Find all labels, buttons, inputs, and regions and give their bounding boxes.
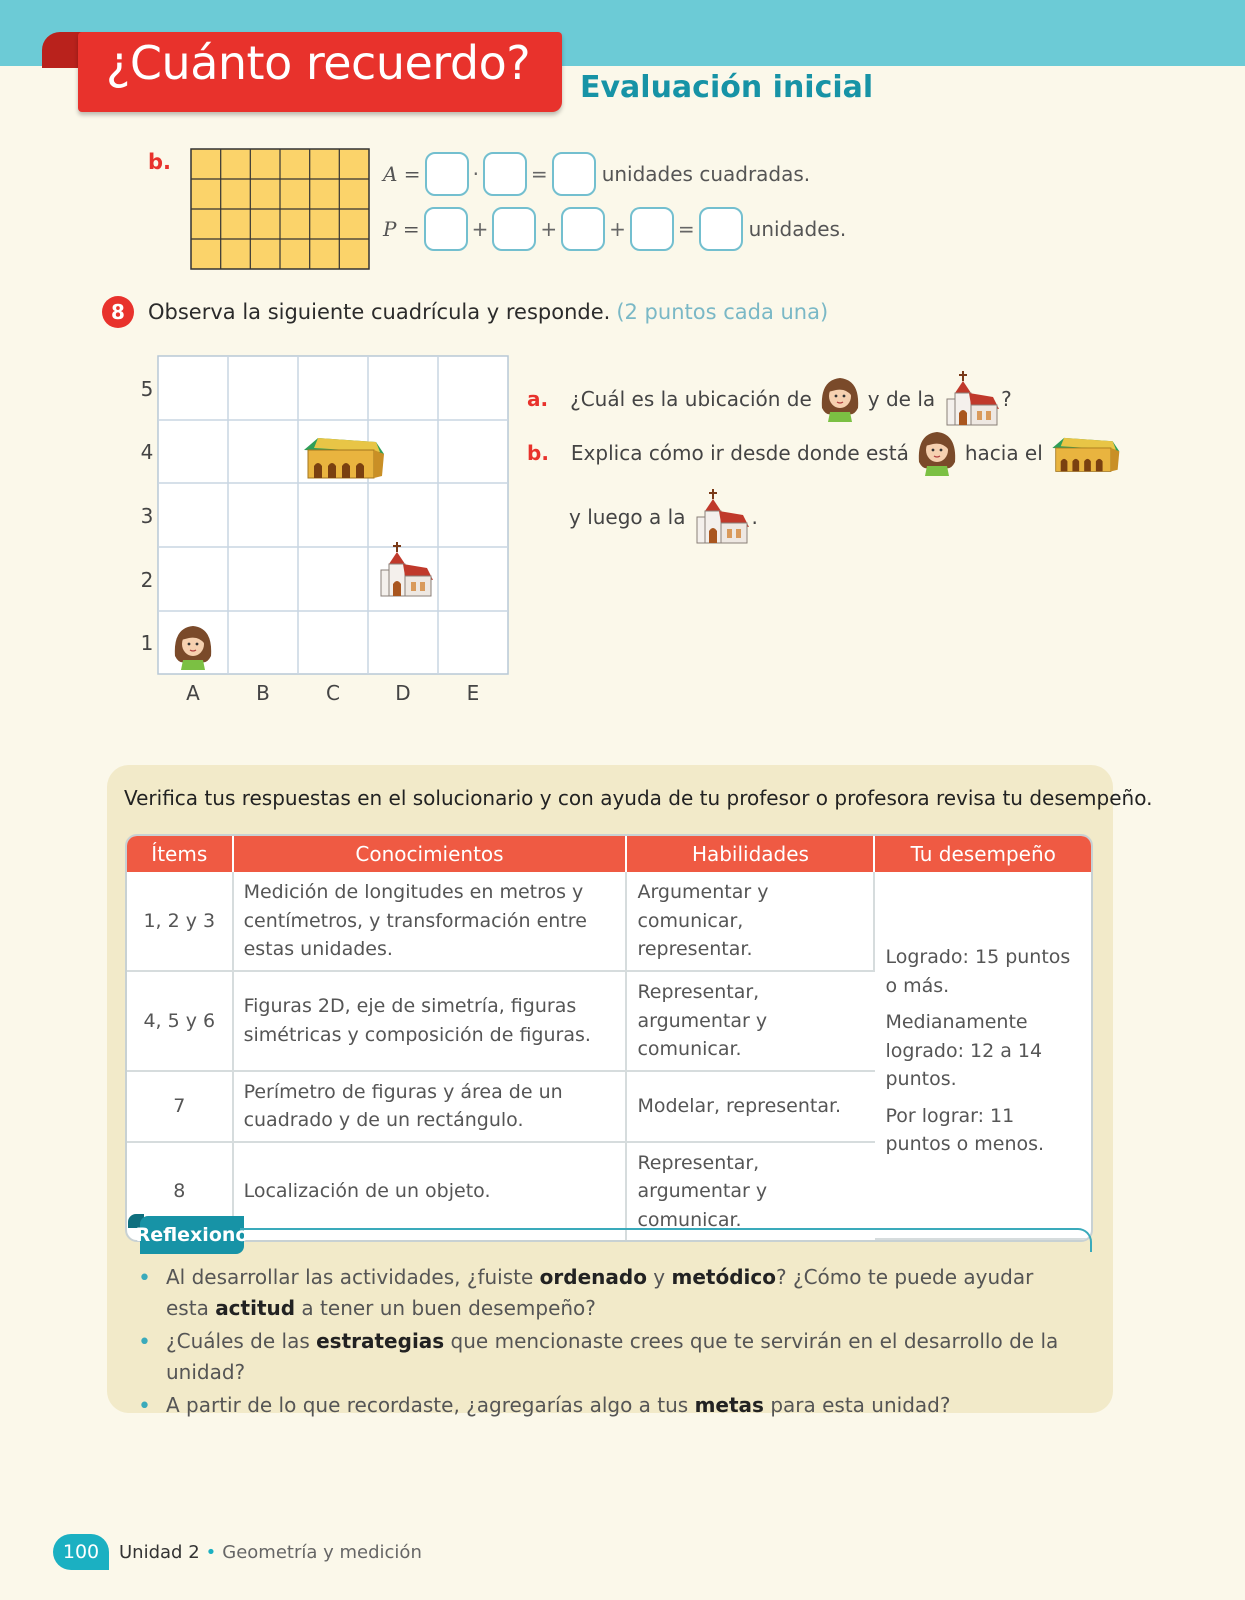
perimeter-answer-box-2[interactable]	[492, 207, 536, 251]
question-8-points: (2 puntos cada una)	[616, 300, 829, 324]
row-label: 4	[140, 440, 154, 464]
girl-icon	[915, 428, 959, 478]
equals-sign: =	[677, 217, 695, 241]
question-8b-text-4: .	[751, 505, 758, 529]
column-label: A	[186, 681, 200, 705]
plus-sign: +	[609, 217, 626, 241]
skills-cell: Representar, argumentar y comunicar.	[627, 972, 875, 1072]
table-header: Tu desempeño	[875, 836, 1091, 872]
perimeter-answer-box-1[interactable]	[424, 207, 468, 251]
reflect-keyword: estrategias	[316, 1329, 445, 1353]
table-row	[127, 872, 1091, 972]
list-item	[138, 1262, 1078, 1324]
footer-topic: Geometría y medición	[222, 1541, 422, 1563]
area-answer-box-3[interactable]	[552, 152, 596, 196]
area-variable: A =	[383, 162, 421, 186]
equals-sign: =	[530, 162, 548, 186]
reflect-keyword: ordenado	[539, 1265, 647, 1289]
performance-achieved: Logrado: 15 puntos o más.	[885, 946, 1071, 997]
knowledge-cell: Medición de longitudes en metros y centímetros, y transformación entre estas unidades.	[234, 872, 628, 972]
evaluation-table	[125, 834, 1093, 1242]
column-label: C	[326, 681, 340, 705]
reflect-keyword: actitud	[215, 1296, 296, 1320]
question-8b	[527, 428, 1121, 478]
reflect-keyword: metas	[694, 1393, 764, 1417]
question-8b-text-1: Explica cómo ir desde donde está	[570, 441, 909, 465]
question-8-text: Observa la siguiente cuadrícula y responde.	[148, 300, 611, 324]
performance-pending: Por lograr: 11 puntos o menos.	[885, 1104, 1045, 1156]
reflect-text: A partir de lo que recordaste, ¿agregarías algo a tus	[166, 1393, 695, 1417]
skills-cell: Modelar, representar.	[627, 1072, 875, 1143]
question-number-badge: 8	[102, 296, 134, 328]
skills-cell: Representar, argumentar y comunicar.	[637, 1151, 768, 1231]
knowledge-cell: Figuras 2D, eje de simetría, figuras simétricas y composición de figuras.	[234, 972, 628, 1072]
question-8b-text-2: hacia el	[964, 441, 1043, 465]
question-8b-letter: b.	[527, 441, 549, 465]
knowledge-cell: Localización de un objeto.	[234, 1143, 628, 1241]
perimeter-equation	[383, 207, 846, 251]
table-header: Ítems	[127, 836, 234, 872]
question-8a	[527, 370, 1012, 428]
items-cell: 4, 5 y 6	[127, 972, 234, 1072]
items-cell: 7	[127, 1072, 234, 1143]
page-title: ¿Cuánto recuerdo?	[106, 36, 531, 90]
church-icon	[941, 370, 999, 428]
reflect-list	[138, 1262, 1078, 1423]
column-label: D	[395, 681, 411, 705]
reflect-text: y	[646, 1265, 672, 1289]
perimeter-unit: unidades.	[748, 217, 847, 241]
reflect-title: Reflexiono	[140, 1216, 244, 1254]
knowledge-cell: Perímetro de figuras y área de un cuadrado y de un rectángulo.	[234, 1072, 628, 1143]
reflect-text: Al desarrollar las actividades, ¿fuiste	[166, 1265, 540, 1289]
reflect-text: ¿Cuáles de las	[166, 1329, 317, 1353]
title-fold	[42, 32, 82, 68]
table-header: Habilidades	[627, 836, 875, 872]
row-label: 5	[140, 377, 154, 401]
footer-separator: •	[205, 1541, 217, 1563]
question-8b-continued	[569, 488, 758, 546]
multiply-sign: ·	[472, 162, 479, 186]
yellow-rectangle-grid	[190, 148, 370, 270]
page-number: 100	[53, 1534, 109, 1570]
reflect-text: para esta unidad?	[763, 1393, 951, 1417]
girl-icon	[818, 374, 862, 424]
reflect-text: que mencionaste crees que te servirán en el desarrollo de la unidad?	[166, 1329, 1059, 1384]
perimeter-answer-box-5[interactable]	[699, 207, 743, 251]
market-icon	[1049, 431, 1121, 475]
perimeter-answer-box-3[interactable]	[561, 207, 605, 251]
skills-cell: Argumentar y comunicar, representar.	[627, 872, 875, 972]
row-label: 2	[140, 568, 154, 592]
table-header: Conocimientos	[234, 836, 628, 872]
items-cell: 8	[127, 1143, 234, 1241]
question-8a-text-3: ?	[1001, 387, 1012, 411]
page-subtitle: Evaluación inicial	[580, 70, 874, 105]
list-item	[138, 1326, 1078, 1388]
list-item	[138, 1390, 1078, 1421]
row-label: 3	[140, 504, 154, 528]
reflect-text: ? ¿Cómo te puede ayudar esta	[166, 1265, 1034, 1320]
column-label: B	[256, 681, 270, 705]
reflect-keyword: metódico	[671, 1265, 776, 1289]
question-8b-text-3: y luego a la	[569, 505, 686, 529]
footer-unit: Unidad 2	[119, 1541, 200, 1563]
area-answer-box-1[interactable]	[425, 152, 469, 196]
evaluation-intro: Verifica tus respuestas en el solucionario y con ayuda de tu profesor o profesora revisa tu desempeño.	[124, 786, 1153, 810]
plus-sign: +	[471, 217, 489, 241]
column-label: E	[466, 681, 480, 705]
area-equation	[383, 152, 810, 196]
plus-sign: +	[540, 217, 558, 241]
page-footer	[53, 1534, 422, 1570]
row-label: 1	[140, 631, 154, 655]
reflect-divider	[240, 1228, 1092, 1252]
location-grid	[135, 352, 525, 714]
question-8a-text-2: y de la	[867, 387, 936, 411]
perimeter-variable: P =	[383, 217, 420, 241]
area-unit: unidades cuadradas.	[601, 162, 811, 186]
question-8	[102, 296, 828, 328]
items-cell: 1, 2 y 3	[127, 872, 234, 972]
perimeter-answer-box-4[interactable]	[630, 207, 674, 251]
area-answer-box-2[interactable]	[483, 152, 527, 196]
market-icon	[304, 438, 384, 478]
church-icon	[691, 488, 749, 546]
reflect-text: a tener un buen desempeño?	[295, 1296, 596, 1320]
performance-cell	[875, 872, 1091, 1240]
question-8a-letter: a.	[527, 387, 549, 411]
part-b-label: b.	[148, 150, 172, 174]
performance-partial: Medianamente logrado: 12 a 14 puntos.	[885, 1011, 1043, 1091]
question-8a-text-1: ¿Cuál es la ubicación de	[570, 387, 812, 411]
